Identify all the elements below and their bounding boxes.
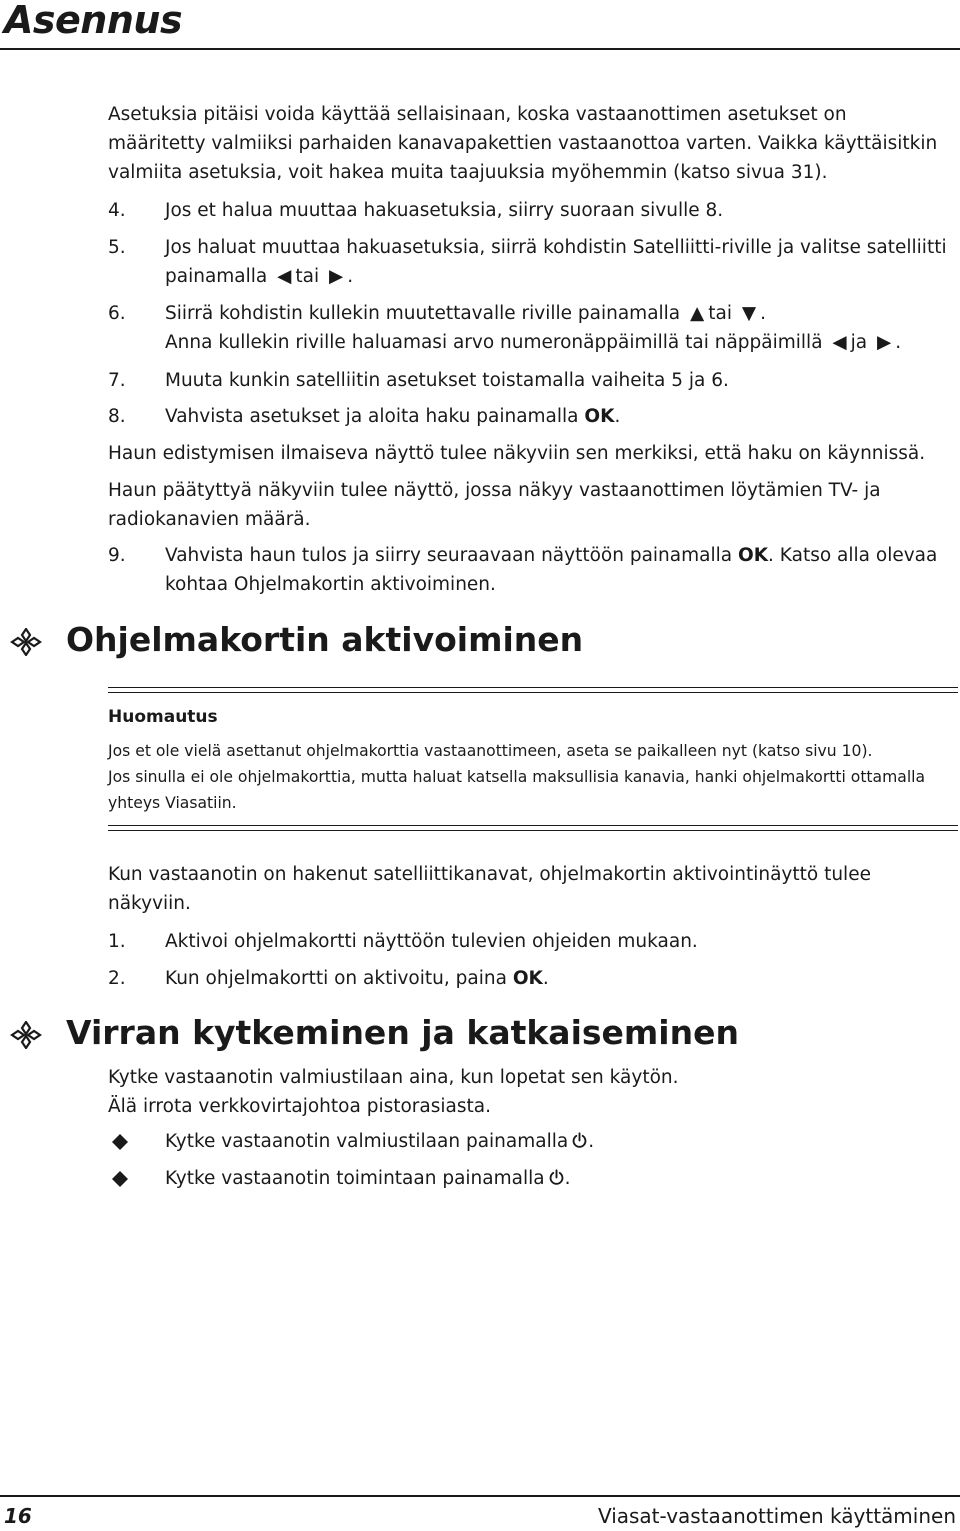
left-arrow-icon: ◀	[277, 266, 292, 287]
page-number: 16	[4, 1504, 32, 1528]
page-title: Asennus	[4, 0, 183, 42]
step-text-end: .	[760, 303, 767, 324]
step-number: 7.	[108, 370, 126, 391]
ok-key-label: OK	[512, 968, 543, 989]
step-number: 2.	[108, 968, 126, 989]
step-text: Muuta kunkin satelliitin asetukset toistamalla vaiheita 5 ja 6.	[165, 370, 729, 391]
intro-paragraph: Asetuksia pitäisi voida käyttää sellaisinaan, koska vastaanottimen asetukset on määritetty valmiiksi parhaiden kanavapakettien vastaanottoa varten. Vaikka käyttäisitkin valmiita asetuksia, voit hakea muita taajuuksia myöhemmin (katso sivua 31).	[108, 104, 938, 183]
step-text: Jos et halua muuttaa hakuasetuksia, siirry suoraan sivulle 8.	[165, 200, 724, 221]
step-text-end: .	[614, 406, 621, 427]
step-text: Vahvista haun tulos ja siirry seuraavaan näyttöön painamalla	[165, 545, 733, 566]
power-line: Älä irrota verkkovirtajohtoa pistorasiasta.	[108, 1096, 491, 1117]
step-text-ja: ja	[850, 332, 868, 353]
step-text: Aktivoi ohjelmakortti näyttöön tulevien ohjeiden mukaan.	[165, 931, 698, 952]
note-title: Huomautus	[108, 707, 218, 727]
footer-divider	[0, 1495, 960, 1497]
section-heading: Ohjelmakortin aktivoiminen	[66, 620, 584, 659]
result-paragraph: Haun päätyttyä näkyviin tulee näyttö, jossa näkyy vastaanottimen löytämien TV- ja radiokanavien määrä.	[108, 480, 881, 530]
up-arrow-icon: ▲	[690, 303, 705, 324]
card-step-1	[108, 927, 948, 956]
diamond-bullet-icon	[10, 628, 42, 656]
power-intro	[108, 1063, 948, 1121]
step-7	[108, 366, 948, 395]
power-line: Kytke vastaanotin valmiustilaan aina, kun lopetat sen käytön.	[108, 1067, 679, 1088]
step-text: Siirrä kohdistin kullekin muutettavalle riville painamalla	[165, 303, 681, 324]
power-icon	[548, 1169, 565, 1186]
card-intro-paragraph: Kun vastaanotin on hakenut satelliittikanavat, ohjelmakortin aktivointinäyttö tulee näkyviin.	[108, 864, 871, 914]
step-number: 6.	[108, 303, 126, 324]
power-bullet-on	[108, 1164, 948, 1193]
step-9	[108, 541, 948, 599]
step-text: Kun ohjelmakortti on aktivoitu, paina	[165, 968, 507, 989]
step-number: 4.	[108, 200, 126, 221]
right-arrow-icon: ▶	[877, 332, 892, 353]
title-divider	[0, 48, 960, 50]
progress-paragraph: Haun edistymisen ilmaiseva näyttö tulee näkyviin sen merkiksi, että haku on käynnissä.	[108, 443, 926, 464]
step-text-end: .	[895, 332, 902, 353]
ok-key-label: OK	[737, 545, 769, 566]
down-arrow-icon: ▼	[741, 303, 757, 324]
step-text-tai: tai	[708, 303, 733, 324]
left-arrow-icon: ◀	[832, 332, 847, 353]
step-6	[108, 299, 948, 357]
section-power	[0, 1011, 960, 1055]
note-line: Jos et ole vielä asettanut ohjelmakorttia vastaanottimeen, aseta se paikalleen nyt (katso sivu 10).	[108, 742, 873, 760]
bullet-diamond-icon	[112, 1171, 128, 1187]
ok-key-label: OK	[584, 406, 615, 427]
note-line: Jos sinulla ei ole ohjelmakorttia, mutta haluat katsella maksullisia kanavia, hanki ohjelmakortti ottamalla yhteys Viasatiin.	[108, 768, 926, 812]
bullet-text-end: .	[564, 1168, 571, 1189]
step-number: 1.	[108, 931, 126, 952]
step-text-end: .	[542, 968, 549, 989]
power-icon	[571, 1132, 588, 1149]
step-text: Jos haluat muuttaa hakuasetuksia, siirrä kohdistin Satelliitti-riville ja valitse satelliitti painamalla	[165, 237, 947, 287]
right-arrow-icon: ▶	[329, 266, 344, 287]
bullet-text: Kytke vastaanotin toimintaan painamalla	[165, 1168, 545, 1189]
step-5	[108, 233, 948, 291]
footer-title: Viasat-vastaanottimen käyttäminen	[597, 1504, 956, 1528]
card-step-2	[108, 964, 948, 993]
section-heading: Virran kytkeminen ja katkaiseminen	[66, 1013, 739, 1052]
step-text-second-line: Anna kullekin riville haluamasi arvo numeronäppäimillä tai näppäimillä	[165, 332, 823, 353]
bullet-text-end: .	[588, 1131, 595, 1152]
step-number: 9.	[108, 545, 126, 566]
step-text-tai: tai	[295, 266, 320, 287]
power-bullet-standby	[108, 1127, 948, 1156]
diamond-bullet-icon	[10, 1021, 42, 1049]
step-text-rest: . Katso alla olevaa kohtaa Ohjelmakortin aktivoiminen.	[165, 545, 938, 595]
bullet-text: Kytke vastaanotin valmiustilaan painamalla	[165, 1131, 569, 1152]
note-bottom-rule	[108, 825, 958, 831]
step-number: 8.	[108, 406, 126, 427]
step-text-end: .	[347, 266, 354, 287]
bullet-diamond-icon	[112, 1134, 128, 1150]
section-card-activation	[0, 618, 960, 662]
note-top-rule	[108, 687, 958, 693]
step-text: Vahvista asetukset ja aloita haku painamalla	[165, 406, 579, 427]
step-number: 5.	[108, 237, 126, 258]
step-4	[108, 196, 948, 225]
note-body	[108, 738, 953, 816]
step-8	[108, 402, 948, 431]
